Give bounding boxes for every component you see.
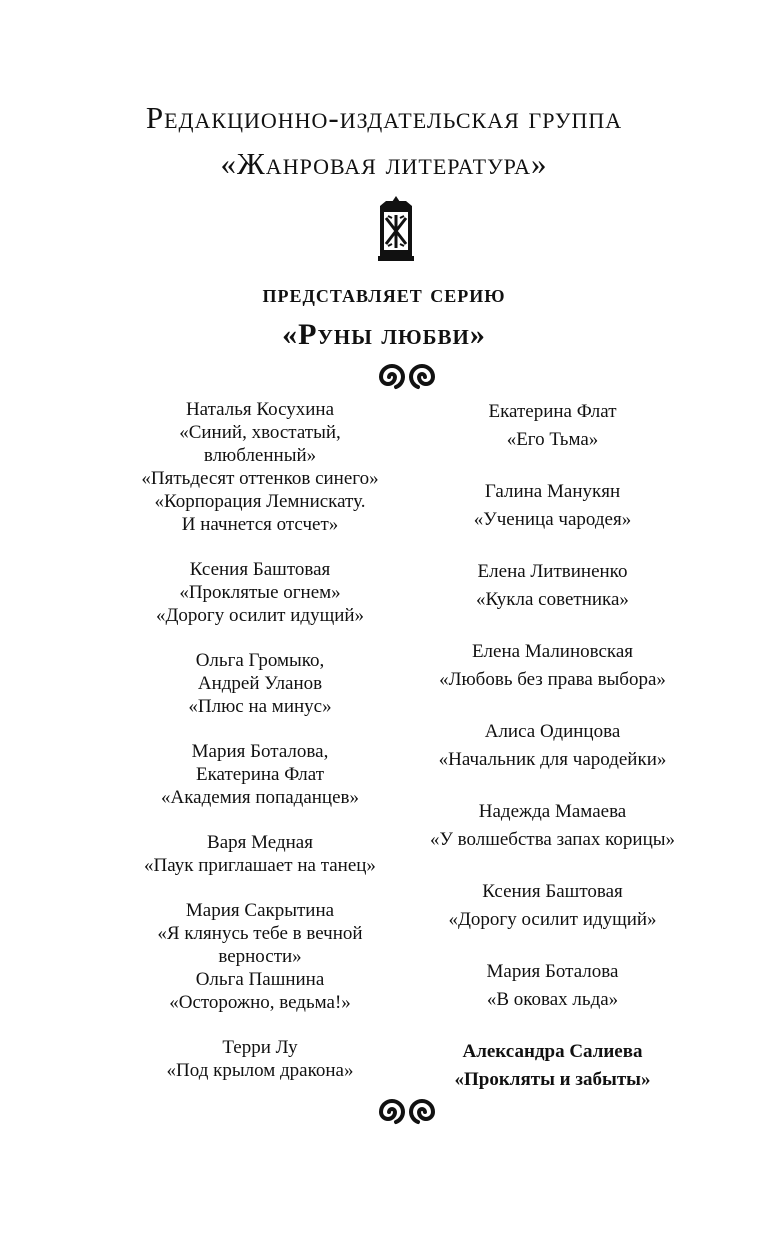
list-item (400, 478, 705, 534)
author-name: Ксения Баштовая (482, 881, 623, 902)
list-item (400, 878, 705, 934)
book-title: «У волшебства запах корицы» (429, 829, 676, 850)
list-item (400, 638, 705, 694)
book-title: Екатерина Флат (195, 764, 325, 785)
book-title: «Я клянусь тебе в вечной (157, 923, 363, 944)
book-title: «Дорогу осилит идущий» (155, 605, 365, 626)
book-title: «Синий, хвостатый, (179, 422, 341, 443)
list-item-featured (400, 1038, 705, 1094)
book-title: «Плюс на минус» (188, 696, 332, 717)
list-item (110, 558, 410, 627)
book-title: «Начальник для чародейки» (438, 749, 667, 770)
double-spiral-icon (376, 361, 438, 391)
book-title: Ольга Пашнина (195, 969, 325, 990)
author-name: Александра Салиева (462, 1041, 643, 1062)
book-title: верности» (218, 946, 302, 967)
right-book-list (400, 398, 705, 1118)
publisher-group-name: Редакционно-издательская группа (145, 100, 623, 135)
author-name: Мария Боталова (486, 961, 619, 982)
list-item (400, 958, 705, 1014)
list-item (110, 740, 410, 809)
author-name: Елена Литвиненко (477, 561, 628, 582)
lantern-icon (374, 196, 418, 264)
book-title: «В оковах льда» (486, 989, 619, 1010)
author-name: Екатерина Флат (488, 401, 617, 422)
author-name: Терри Лу (222, 1037, 298, 1058)
book-title: «Ученица чародея» (473, 509, 632, 530)
book-title: «Под крылом дракона» (166, 1060, 354, 1081)
book-title: «Проклятые огнем» (179, 582, 341, 603)
list-item (110, 831, 410, 877)
book-title: «Его Тьма» (506, 429, 599, 450)
list-item (110, 1036, 410, 1082)
author-name: Алиса Одинцова (484, 721, 621, 742)
book-title: «Паук приглашает на танец» (144, 855, 376, 876)
book-title: «Академия попаданцев» (161, 787, 359, 808)
author-name: Надежда Мамаева (478, 801, 627, 822)
publisher-header (0, 95, 768, 187)
book-title: «Осторожно, ведьма!» (169, 992, 351, 1013)
book-title: «Дорогу осилит идущий» (448, 909, 657, 930)
series-title: «Руны любви» (282, 318, 486, 351)
author-name: Ксения Баштовая (189, 559, 331, 580)
list-item (400, 718, 705, 774)
list-item (110, 649, 410, 718)
left-book-list (110, 398, 410, 1104)
author-name: Елена Малиновская (471, 641, 634, 662)
author-name: Галина Манукян (484, 481, 621, 502)
author-name: Наталья Косухина (185, 399, 335, 420)
book-title: «Прокляты и забыты» (454, 1069, 651, 1090)
author-name: Мария Сакрытина (185, 900, 335, 921)
list-item (400, 398, 705, 454)
book-title: «Кукла советника» (476, 589, 629, 610)
list-item (110, 398, 410, 536)
author-name: Мария Боталова, (191, 741, 329, 762)
author-name: Варя Медная (207, 832, 313, 853)
series-announcement (0, 275, 768, 357)
book-title: «Любовь без права выбора» (439, 669, 666, 690)
book-title: И начнется отсчет» (181, 514, 339, 535)
book-title: «Корпорация Лемнискату. (154, 491, 366, 512)
book-title: влюбленный» (203, 445, 317, 466)
author-name: Ольга Громыко, (195, 650, 325, 671)
book-title: Андрей Уланов (197, 673, 323, 694)
double-spiral-icon (376, 1096, 438, 1126)
book-title: «Пятьдесят оттенков синего» (141, 468, 379, 489)
list-item (400, 798, 705, 854)
publisher-imprint-name: «Жанровая литература» (220, 146, 548, 181)
series-presents-line: представляет серию (262, 279, 506, 308)
list-item (110, 899, 410, 1014)
list-item (400, 558, 705, 614)
